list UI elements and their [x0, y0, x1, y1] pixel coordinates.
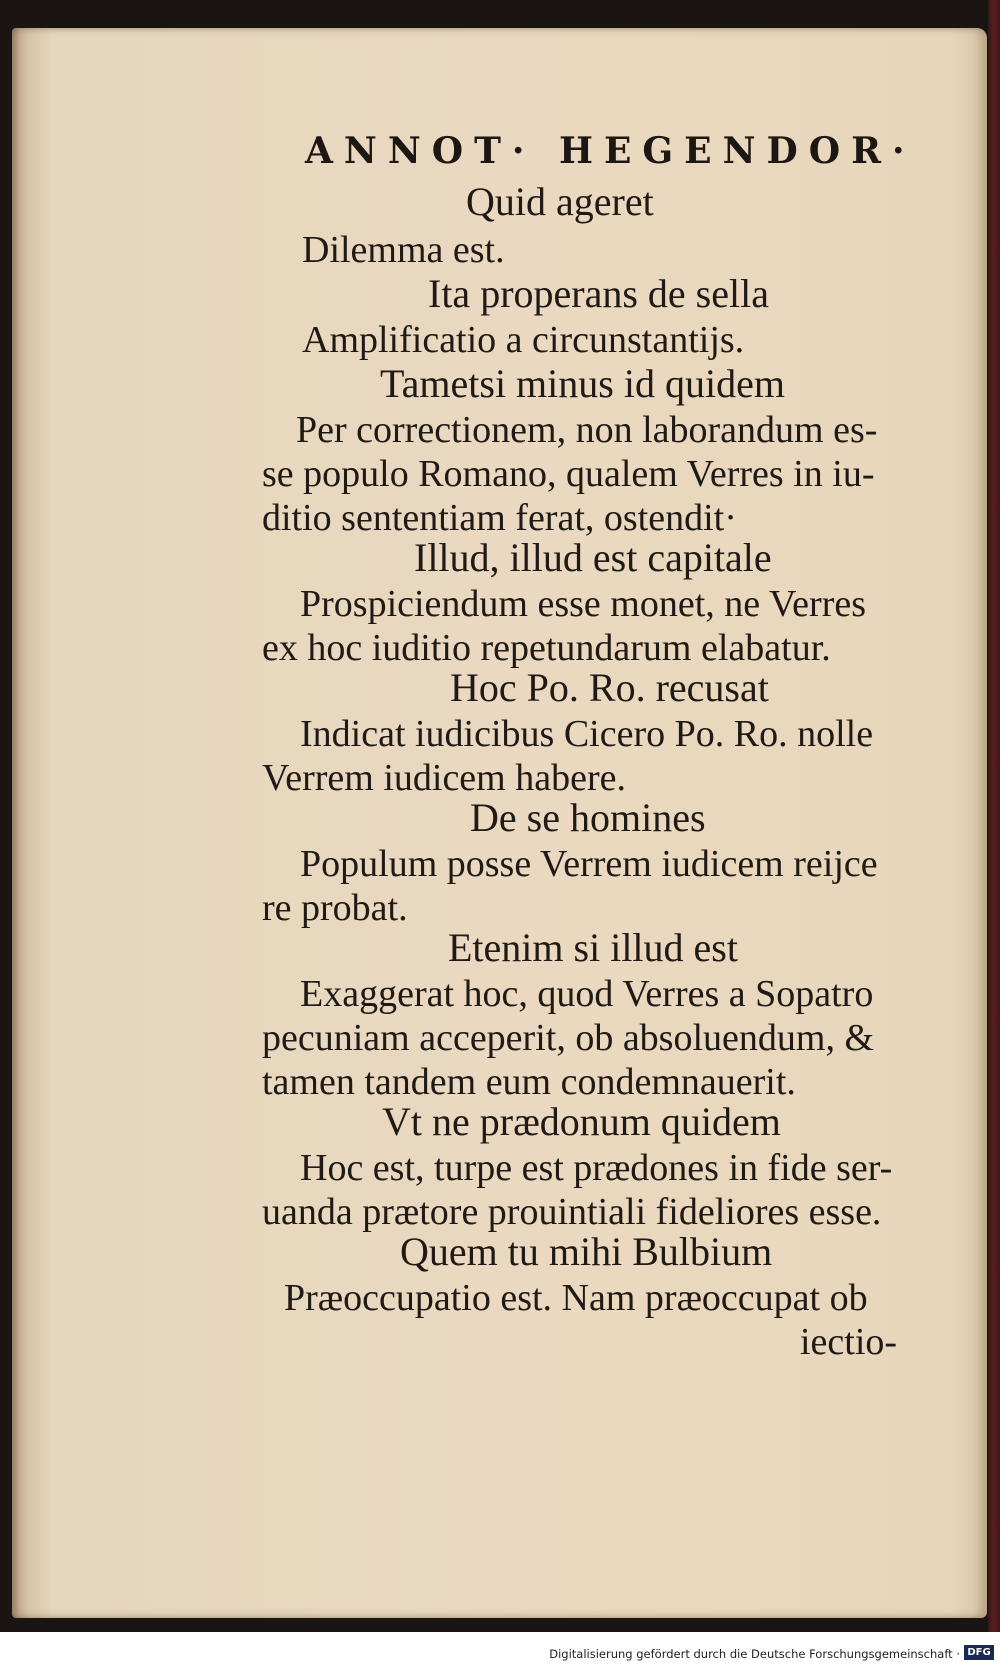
note-line: Amplificatio a circunstantijs. — [302, 319, 745, 361]
note-line: ex hoc iuditio repetundarum elabatur. — [262, 627, 831, 669]
lemma-line: Ita properans de sella — [428, 271, 769, 316]
catchword: iectio- — [800, 1321, 898, 1363]
lemma-line: Tametsi minus id quidem — [380, 361, 785, 406]
dfg-logo-icon: DFG — [964, 1645, 994, 1660]
note-line: Populum posse Verrem iudicem reijce — [300, 843, 878, 885]
lemma-line: Vt ne prædonum quidem — [382, 1099, 781, 1144]
note-line: re probat. — [262, 887, 408, 929]
note-line: Præoccupatio est. Nam præoccupat ob — [284, 1277, 868, 1319]
running-head: ANNOT· HEGENDOR· — [305, 130, 916, 172]
lemma-line: Quem tu mihi Bulbium — [400, 1229, 773, 1274]
book-edge — [988, 0, 1000, 1632]
lemma-line: Hoc Po. Ro. recusat — [450, 665, 769, 710]
note-line: Exaggerat hoc, quod Verres a Sopatro — [300, 973, 874, 1015]
note-line: pecuniam acceperit, ob absoluendum, & — [262, 1017, 875, 1059]
lemma-line: Illud, illud est capitale — [414, 535, 772, 580]
note-line: Dilemma est. — [302, 229, 505, 271]
note-line: se populo Romano, qualem Verres in iu- — [262, 453, 875, 495]
note-line: Per correctionem, non laborandum es- — [296, 409, 878, 451]
lemma-line: Etenim si illud est — [448, 925, 738, 970]
lemma-line: De se homines — [470, 795, 706, 840]
note-line: ditio sententiam ferat, ostendit· — [262, 497, 737, 539]
note-line: Indicat iudicibus Cicero Po. Ro. nolle — [300, 713, 874, 755]
footer-credit: Digitalisierung gefördert durch die Deutsche Forschungsgemeinschaft · — [549, 1647, 960, 1661]
note-line: Verrem iudicem habere. — [262, 757, 626, 799]
note-line: tamen tandem eum condemnauerit. — [262, 1061, 796, 1103]
lemma-line: Quid ageret — [466, 179, 654, 224]
note-line: uanda prætore prouintiali fideliores esse. — [262, 1191, 882, 1233]
note-line: Hoc est, turpe est prædones in fide ser- — [300, 1147, 893, 1189]
note-line: Prospiciendum esse monet, ne Verres — [300, 583, 867, 625]
